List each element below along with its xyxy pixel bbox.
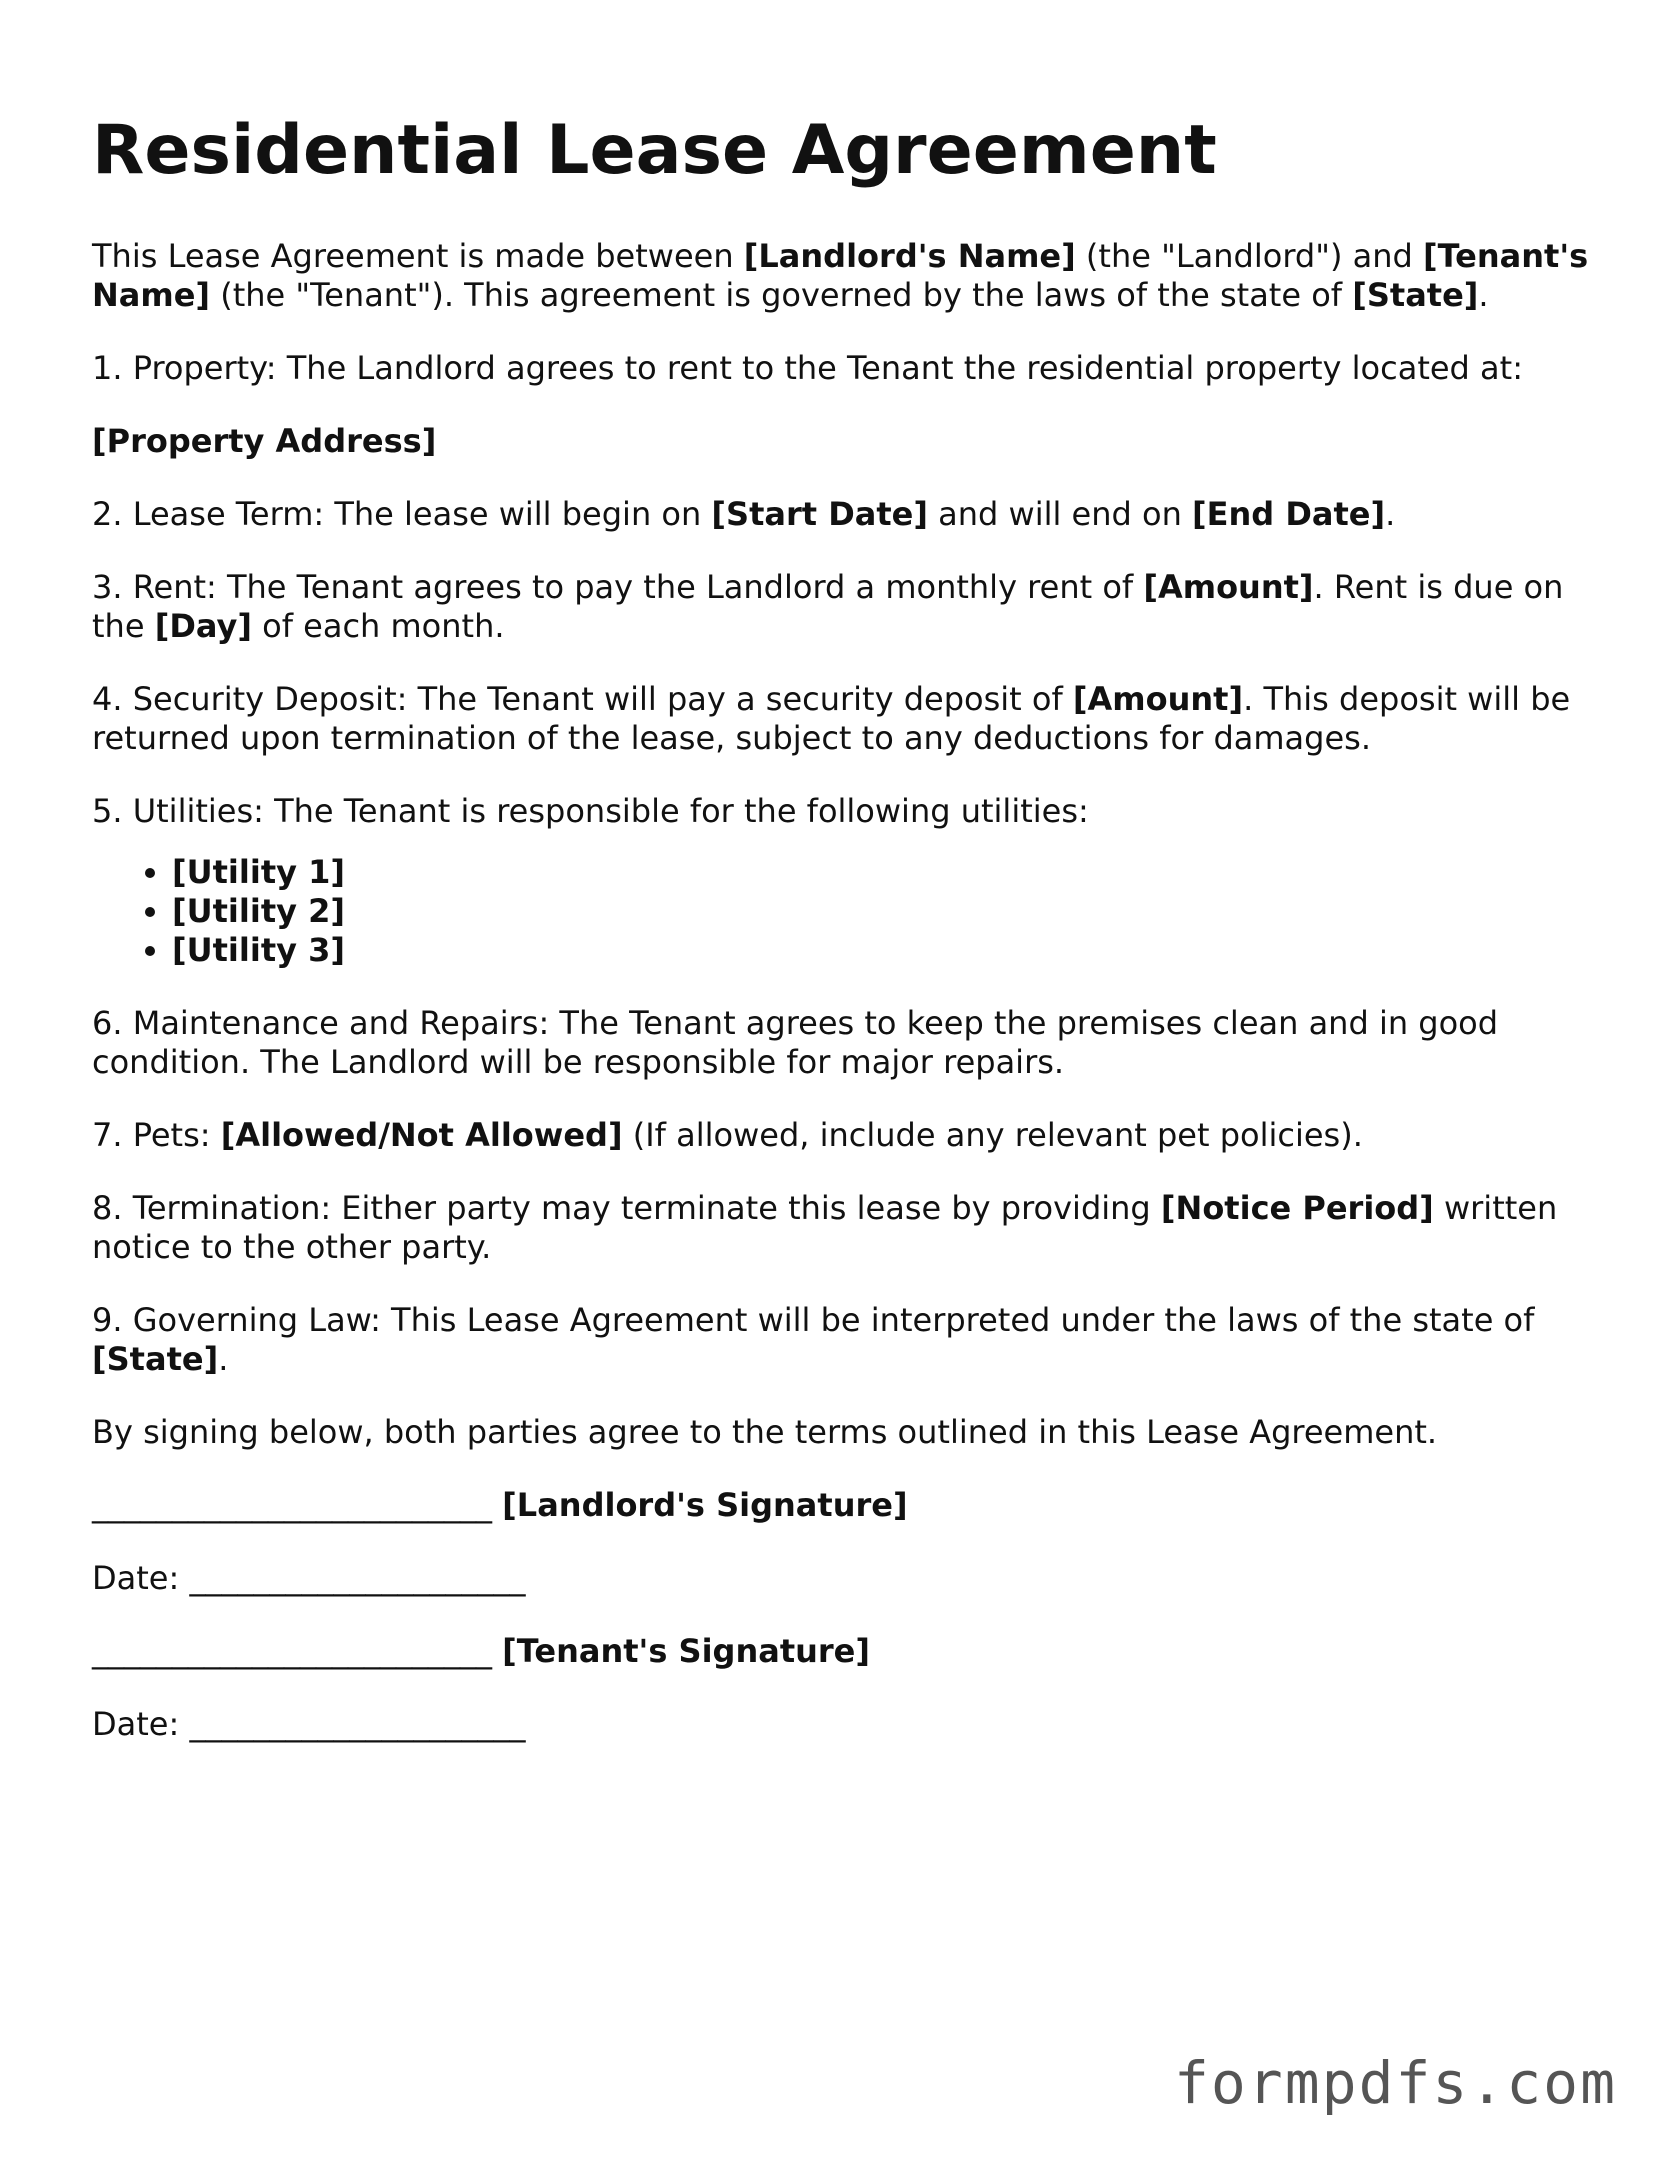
clause-governing-law: 9. Governing Law: This Lease Agreement will be interpreted under the laws of the state of [State]. (92, 1301, 1535, 1378)
rent-amount-placeholder: [Amount] (1143, 568, 1314, 606)
tenant-date-line[interactable]: Date: _____________________ (92, 1705, 526, 1743)
closing-statement: By signing below, both parties agree to the terms outlined in this Lease Agreement. (92, 1413, 1438, 1451)
list-item: • [Utility 1] (172, 853, 1592, 892)
page-title: Residential Lease Agreement (92, 111, 1217, 190)
clause-utilities: 5. Utilities: The Tenant is responsible for the following utilities: (92, 792, 1089, 830)
tenant-name-placeholder: [Tenant's Name] (92, 237, 1589, 314)
clause-lease-term: 2. Lease Term: The lease will begin on [Start Date] and will end on [End Date]. (92, 495, 1396, 533)
watermark: formpdfs.com (1173, 2049, 1617, 2117)
list-item: • [Utility 2] (172, 892, 1592, 931)
rent-day-placeholder: [Day] (154, 607, 252, 645)
property-address-placeholder: [Property Address] (92, 422, 437, 460)
clause-security-deposit: 4. Security Deposit: The Tenant will pay a security deposit of [Amount]. This deposit will be returned upon termination of the lease, subject to any deductions for damages. (92, 680, 1571, 757)
start-date-placeholder: [Start Date] (711, 495, 928, 533)
notice-period-placeholder: [Notice Period] (1160, 1189, 1434, 1227)
tenant-signature-label: [Tenant's Signature] (502, 1632, 870, 1670)
deposit-amount-placeholder: [Amount] (1072, 680, 1244, 718)
clause-property: 1. Property: The Landlord agrees to rent to the Tenant the residential property located at: (92, 349, 1523, 387)
tenant-signature-line[interactable]: _________________________ [Tenant's Signature] (92, 1632, 870, 1670)
state-placeholder: [State] (92, 1340, 219, 1378)
list-item: • [Utility 3] (172, 931, 1592, 970)
clause-rent: 3. Rent: The Tenant agrees to pay the Landlord a monthly rent of [Amount]. Rent is due on the [Day] of each month. (92, 568, 1564, 645)
landlord-name-placeholder: [Landlord's Name] (743, 237, 1076, 275)
intro-paragraph: This Lease Agreement is made between [Landlord's Name] (the "Landlord") and [Tenant's Name] (the "Tenant"). This agreement is governed by the laws of the state of [State]. (92, 237, 1589, 314)
utilities-list (92, 853, 1592, 970)
clause-maintenance: 6. Maintenance and Repairs: The Tenant agrees to keep the premises clean and in good condition. The Landlord will be responsible for major repairs. (92, 1004, 1499, 1081)
pets-placeholder: [Allowed/Not Allowed] (220, 1116, 623, 1154)
landlord-date-line[interactable]: Date: _____________________ (92, 1559, 526, 1597)
clause-termination: 8. Termination: Either party may terminate this lease by providing [Notice Period] written notice to the other party. (92, 1189, 1558, 1266)
landlord-signature-line[interactable]: _________________________ [Landlord's Signature] (92, 1486, 908, 1524)
state-placeholder: [State] (1352, 276, 1479, 314)
end-date-placeholder: [End Date] (1192, 495, 1386, 533)
lease-document (92, 108, 1592, 1778)
clause-pets: 7. Pets: [Allowed/Not Allowed] (If allowed, include any relevant pet policies). (92, 1116, 1363, 1154)
landlord-signature-label: [Landlord's Signature] (502, 1486, 908, 1524)
